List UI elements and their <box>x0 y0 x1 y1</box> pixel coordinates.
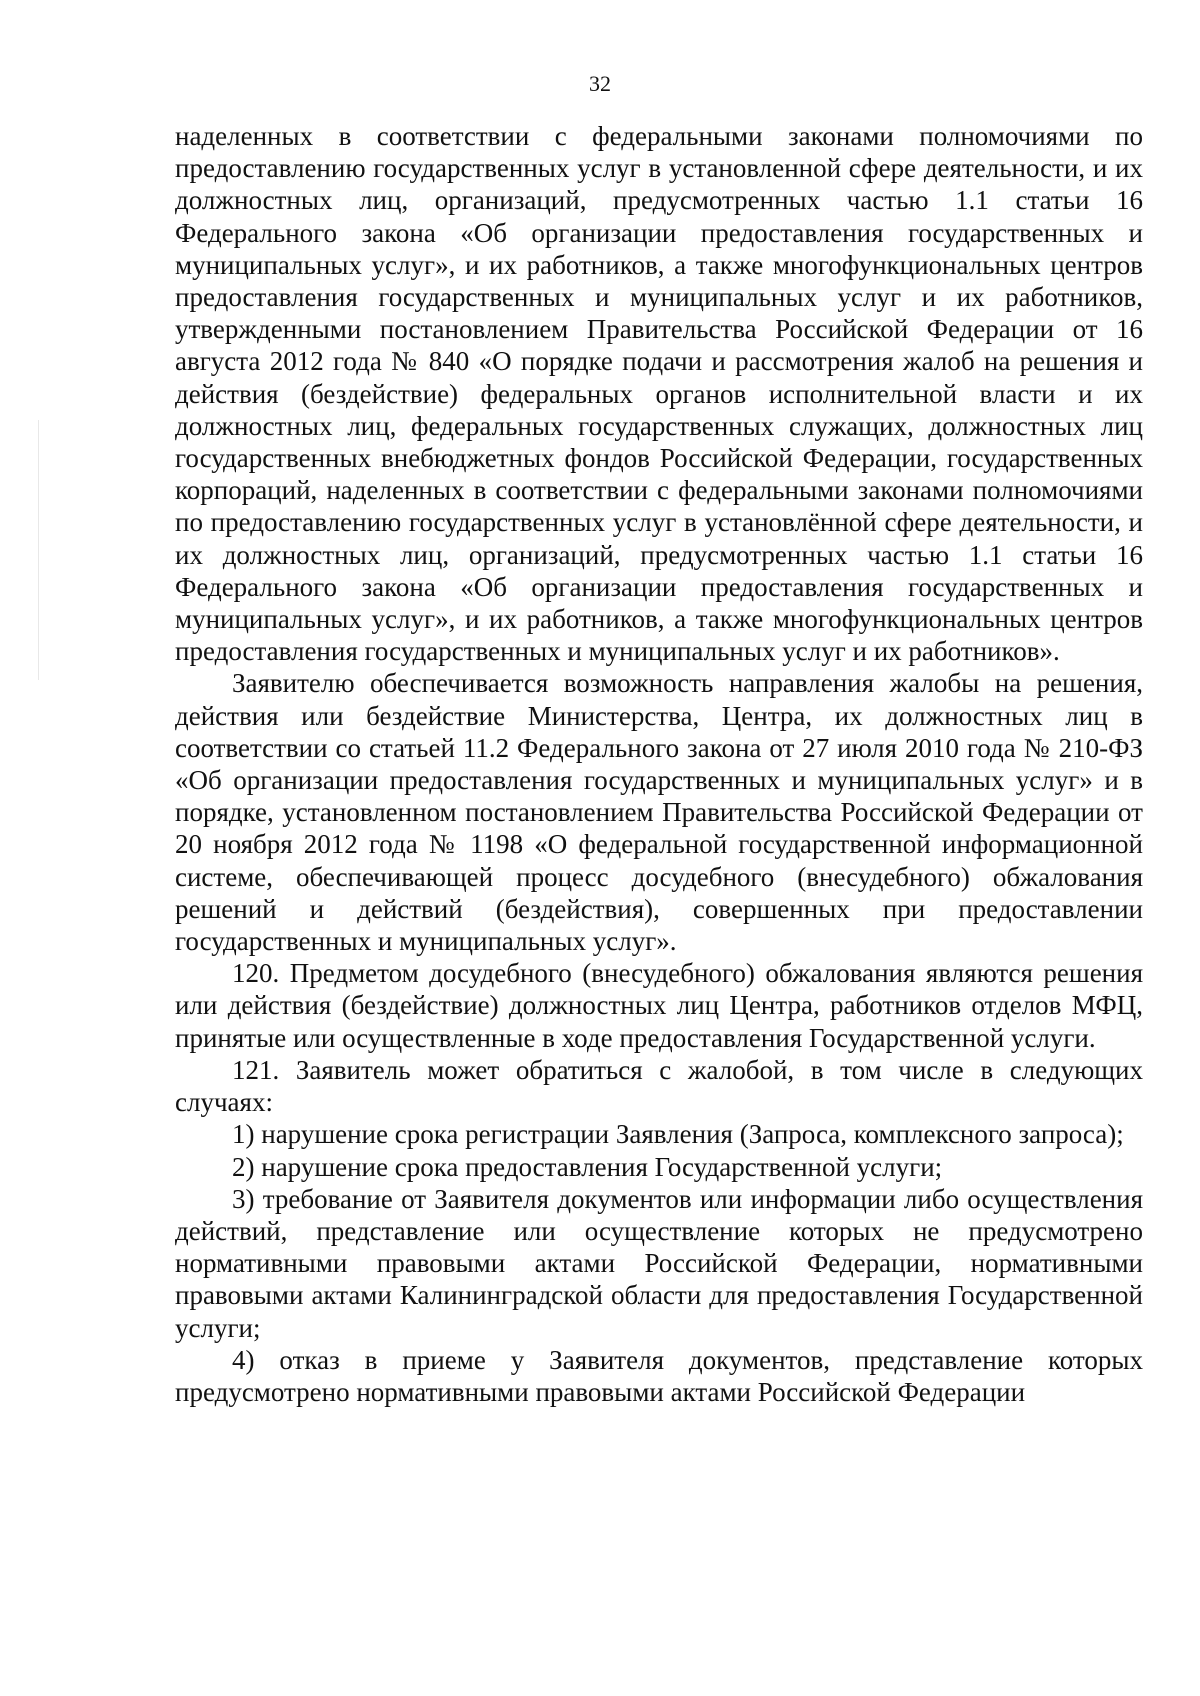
document-body <box>175 120 1143 1408</box>
list-item-1: 1) нарушение срока регистрации Заявления (Запроса, комплексного запроса); <box>232 1119 1124 1150</box>
scan-margin-mark <box>38 420 39 680</box>
page-number: 32 <box>589 71 611 96</box>
paragraph-appeal-right: Заявителю обеспечивается возможность направления жалобы на решения, действия или бездействие Министерства, Центра, их должностных лиц в соответствии со статьей 11.2 Федерального закона от 27 июля 2010 года № 210-ФЗ «Об организации предоставления государственных и муниципальных услуг» и в порядке, установленном постановлением Правительства Российской Федерации от 20 ноября 2012 года № 1198 «О федеральной государственной информационной системе, обеспечивающей процесс досудебного (внесудебного) обжалования решений и действий (бездействия), совершенных при предоставлении государственных и муниципальных услуг». <box>175 668 1143 957</box>
paragraph-120: 120. Предметом досудебного (внесудебного) обжалования являются решения или действия (бездействие) должностных лиц Центра, работников отделов МФЦ, принятые или осуществленные в ходе предоставления Государственной услуги. <box>175 958 1143 1053</box>
list-item-3: 3) требование от Заявителя документов или информации либо осуществления действий, представление или осуществление которых не предусмотрено нормативными правовыми актами Российской Федерации, нормативными правовыми актами Калининградской области для предоставления Государственной услуги; <box>175 1183 1143 1343</box>
list-item-2: 2) нарушение срока предоставления Государственной услуги; <box>232 1151 943 1182</box>
list-item-4: 4) отказ в приеме у Заявителя документов, представление которых предусмотрено нормативными правовыми актами Российской Федерации <box>175 1344 1143 1407</box>
paragraph-121: 121. Заявитель может обратиться с жалобой, в том числе в следующих случаях: <box>175 1054 1143 1118</box>
paragraph-continuation: наделенных в соответствии с федеральными законами полномочиями по предоставлению государственных услуг в установленной сфере деятельности, и их должностных лиц, организаций, предусмотренных частью 1.1 статьи 16 Федерального закона «Об организации предоставления государственных и муниципальных услуг», и их работников, а также многофункциональных центров предоставления государственных и муниципальных услуг и их работников, утвержденными постановлением Правительства Российской Федерации от 16 августа 2012 года № 840 «О порядке подачи и рассмотрения жалоб на решения и действия (бездействие) федеральных органов исполнительной власти и их должностных лиц, федеральных государственных служащих, должностных лиц государственных внебюджетных фондов Российской Федерации, государственных корпораций, наделенных в соответствии с федеральными законами полномочиями по предоставлению государственных услуг в установлённой сфере деятельности, и их должностных лиц, организаций, предусмотренных частью 1.1 статьи 16 Федерального закона «Об организации предоставления государственных и муниципальных услуг», и их работников, а также многофункциональных центров предоставления государственных и муниципальных услуг и их работников». <box>175 121 1143 667</box>
